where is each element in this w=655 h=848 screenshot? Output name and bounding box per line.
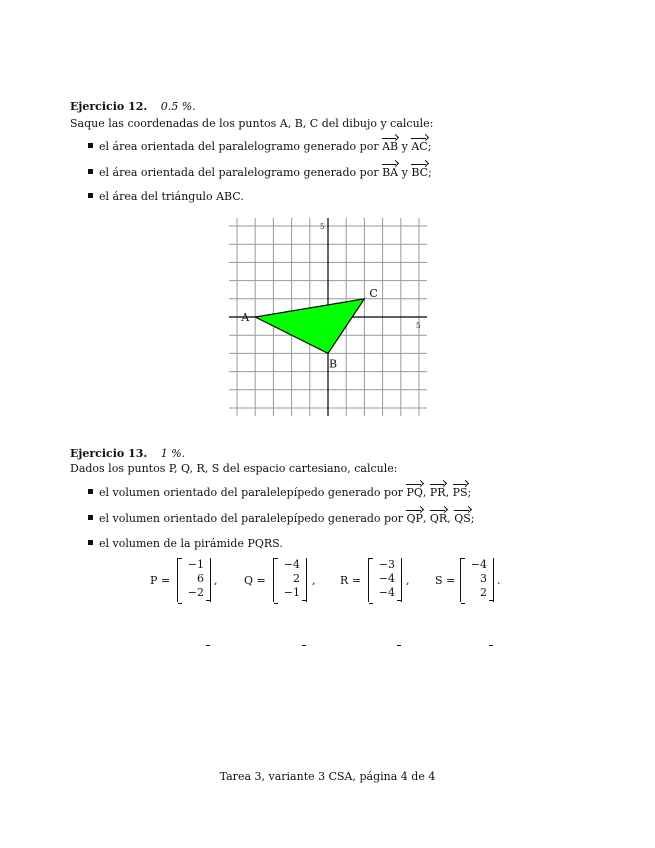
matrix-label: P = [150, 574, 171, 587]
x-tick-label: 5 [416, 322, 421, 330]
exercise-12-intro: Saque las coordenadas de los puntos A, B, C del dibujo y calcule: [70, 117, 434, 130]
bullet-icon [88, 169, 93, 174]
matrix-cell: −4 [378, 572, 395, 585]
vector-ba: BA [382, 166, 399, 179]
column-vector [273, 558, 307, 602]
vector-qr: QR [429, 512, 448, 525]
matrix-punct: , [214, 574, 218, 587]
point-matrices [150, 558, 520, 608]
exercise-13-heading [70, 446, 610, 462]
exercise-12-item: el área del triángulo ABC. [88, 190, 244, 204]
column-vector [368, 558, 402, 602]
vector-qs: QS [454, 512, 471, 525]
bullet-icon [88, 515, 93, 520]
exercise-12-heading [70, 99, 610, 115]
matrix-label: Q = [244, 574, 266, 587]
exercise-13-title: Ejercicio 13. [70, 447, 148, 460]
matrix-cell: −4 [378, 586, 395, 599]
matrix-cell: −4 [470, 558, 487, 571]
vector-ac: AC [411, 140, 428, 153]
exercise-13-item: el volumen de la pirámide PQRS. [88, 537, 283, 551]
matrix-punct: . [497, 574, 501, 587]
exercise-13-item: el volumen orientado del paralelepípedo generado por QP, QR, QS; [88, 512, 475, 526]
matrix-cell: −4 [283, 558, 300, 571]
bullet-icon [88, 540, 93, 545]
point-label-a: A [241, 311, 250, 324]
matrix-label: R = [340, 574, 361, 587]
matrix-cell: −2 [187, 586, 204, 599]
vector-pq: PQ [406, 486, 423, 499]
column-vector [177, 558, 211, 602]
point-label-b: B [329, 357, 338, 371]
bullet-icon [88, 489, 93, 494]
vector-bc: BC [411, 166, 429, 179]
matrix-cell: 2 [480, 586, 487, 599]
point-label-c: C [369, 286, 378, 300]
exercise-13-weight: 1 %. [160, 447, 186, 460]
matrix-label: S = [435, 574, 456, 587]
matrix-cell: −3 [378, 558, 395, 571]
matrix-cell: −1 [187, 558, 204, 571]
vector-pr: PR [429, 486, 446, 499]
vector-ab: AB [382, 140, 399, 153]
vector-qp: QP [406, 512, 423, 525]
coordinate-figure [225, 217, 431, 419]
matrix-cell: −1 [283, 586, 300, 599]
y-tick-label: 5 [320, 223, 325, 231]
bullet-icon [88, 193, 93, 198]
column-vector [460, 558, 494, 602]
matrix-punct: , [406, 574, 410, 587]
matrix-cell: 2 [293, 572, 300, 585]
exercise-12-item: el área orientada del paralelogramo generado por BA y BC; [88, 166, 432, 180]
exercise-12-title: Ejercicio 12. [70, 100, 148, 113]
exercise-12-weight: 0.5 %. [160, 100, 196, 113]
exercise-13-item: el volumen orientado del paralelepípedo generado por PQ, PR, PS; [88, 486, 471, 500]
bullet-icon [88, 143, 93, 148]
vector-ps: PS [452, 486, 468, 499]
exercise-13-intro: Dados los puntos P, Q, R, S del espacio cartesiano, calcule: [70, 462, 398, 475]
matrix-cell: 3 [480, 572, 487, 585]
page-footer: Tarea 3, variante 3 CSA, página 4 de 4 [219, 770, 436, 783]
exercise-12-item: el área orientada del paralelogramo generado por AB y AC; [88, 140, 431, 154]
matrix-cell: 6 [197, 572, 204, 585]
matrix-punct: , [312, 574, 316, 587]
